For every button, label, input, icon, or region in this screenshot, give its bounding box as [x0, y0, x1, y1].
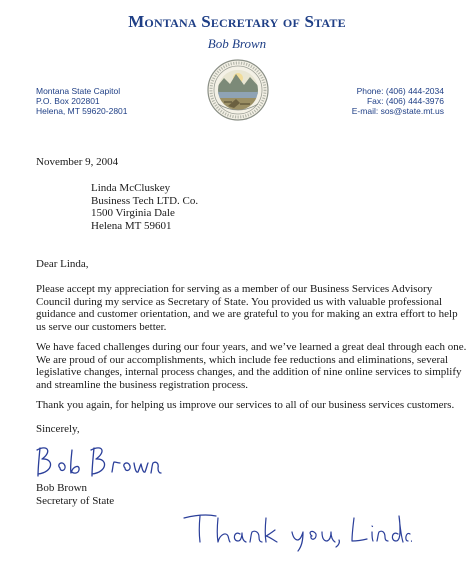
recipient-street: 1500 Virginia Dale [91, 207, 175, 220]
signature-bob-brown [32, 440, 162, 484]
fax-line: Fax: (406) 444-3976 [366, 96, 444, 106]
signer-title: Secretary of State [36, 494, 115, 507]
phone-line: Phone: (406) 444-2034 [356, 86, 444, 96]
paragraph-appreciation [36, 283, 458, 333]
paragraph-line: We are proud of our accomplishments, which include fee reductions and eliminations, several [36, 353, 449, 366]
handwritten-note [182, 510, 412, 552]
recipient-name: Linda McCluskey [91, 182, 171, 194]
contact-block [352, 86, 444, 116]
paragraph-line: Council during my service as Secretary of State. You provided us with valuable professional [36, 295, 443, 308]
paragraph-line: legislative changes, internal process changes, and the addition of nine online services to simplify [36, 366, 462, 379]
recipient-address [91, 182, 198, 232]
signer-block [36, 482, 114, 507]
signer-name: Bob Brown [36, 482, 88, 494]
paragraph-line: Please accept my appreciation for serving as a member of our Business Services Advisory [36, 283, 433, 295]
office-title: Montana Secretary of State [128, 12, 346, 31]
address-line: Montana State Capitol [36, 86, 121, 96]
official-name: Bob Brown [207, 36, 267, 51]
paragraph-line: guidance and customer orientation, and we are grateful to you for making an extra effort to help [36, 308, 458, 321]
address-line: P.O. Box 202801 [36, 96, 100, 106]
letter-date: November 9, 2004 [36, 156, 119, 168]
state-seal-icon [206, 58, 270, 122]
address-line: Helena, MT 59620-2801 [36, 106, 128, 116]
address-block [36, 86, 128, 116]
paragraph-accomplishments [36, 341, 467, 391]
salutation: Dear Linda, [36, 258, 89, 270]
email-line: E-mail: sos@state.mt.us [351, 106, 444, 116]
paragraph-thanks [36, 399, 455, 412]
paragraph-line: and streamline the business registration process. [36, 378, 249, 391]
paragraph-line: Thank you again, for helping us improve our services to all of our business services customers. [36, 399, 455, 411]
recipient-company: Business Tech LTD. Co. [91, 194, 199, 207]
closing: Sincerely, [36, 423, 80, 435]
recipient-city: Helena MT 59601 [91, 219, 172, 232]
paragraph-line: We have faced challenges during our four years, and we’ve learned a great deal through each one. [36, 341, 467, 353]
paragraph-line: us serve our customers better. [36, 320, 167, 333]
